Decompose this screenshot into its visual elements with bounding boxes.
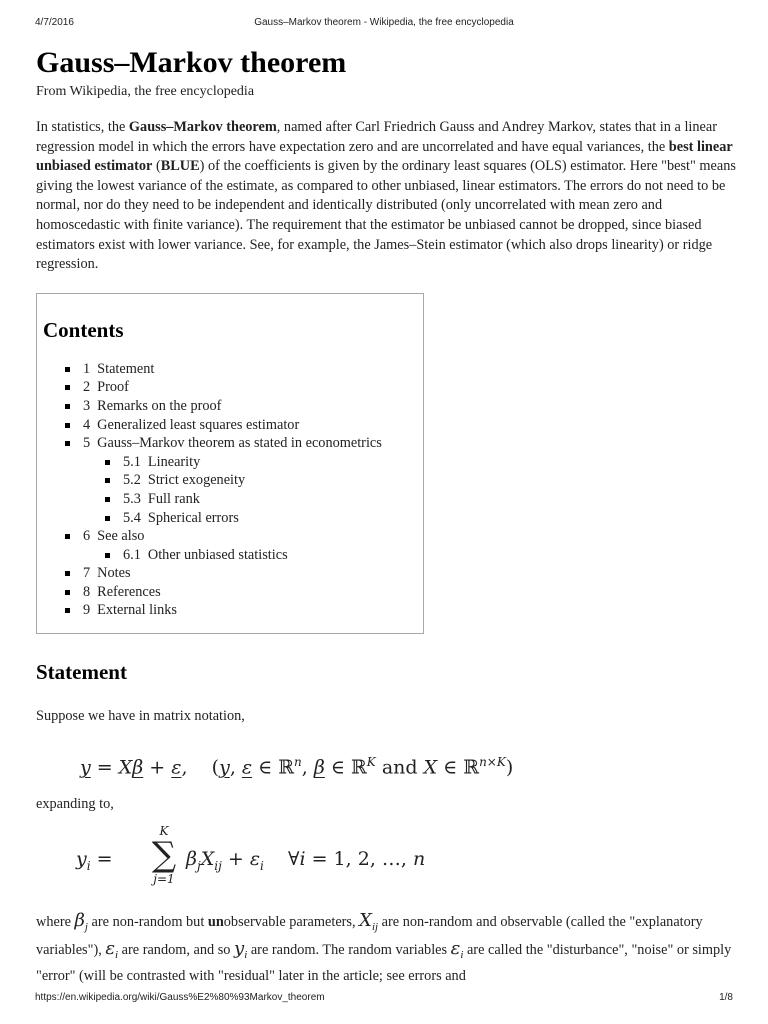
- article-content: [36, 44, 736, 987]
- toc-label: External links: [97, 602, 177, 619]
- sum-lower-limit: j=1: [153, 872, 175, 887]
- sum-upper-limit: K: [159, 824, 169, 839]
- toc-item-linearity[interactable]: [43, 453, 423, 472]
- toc-item-statement[interactable]: [43, 360, 423, 379]
- print-url: https://en.wikipedia.org/wiki/Gauss%E2%80%93Markov_theorem: [35, 992, 325, 1003]
- toc-number: 1: [83, 360, 91, 377]
- toc-number: 5.2: [123, 472, 141, 489]
- toc-label: See also: [97, 528, 145, 545]
- site-subtitle: From Wikipedia, the free encyclopedia: [36, 84, 255, 99]
- toc-label: Remarks on the proof: [97, 397, 222, 414]
- intro-text: (OLS) estimator. Here "best" means giving the lowest variance of the estimate, as compared to other unbiased, linear estimators. The errors do not need to be: [36, 158, 736, 194]
- toc-label: Strict exogeneity: [147, 472, 246, 489]
- equation-and-text: and: [381, 755, 418, 778]
- link-variances[interactable]: variances: [586, 138, 641, 155]
- toc-number: 5.4: [123, 509, 141, 526]
- print-date: 4/7/2016: [35, 17, 74, 28]
- term-gauss-markov: Gauss–Markov theorem: [128, 119, 277, 135]
- toc-item-strict-exogeneity[interactable]: [43, 471, 423, 490]
- print-header: [35, 17, 733, 31]
- emphasis-un: un: [207, 914, 224, 931]
- intro-text: , the: [640, 138, 669, 155]
- toc-list: [43, 360, 423, 620]
- toc-number: 4: [83, 416, 91, 433]
- print-page-title: Gauss–Markov theorem - Wikipedia, the free encyclopedia: [254, 17, 514, 28]
- intro-text: ) of the coefficients is given by the: [199, 158, 402, 175]
- section-heading-statement: Statement: [36, 660, 127, 685]
- intro-text: , named after: [276, 119, 356, 135]
- para-text: where: [36, 914, 75, 931]
- toc-item-proof[interactable]: [43, 378, 423, 397]
- page-title: Gauss–Markov theorem: [36, 46, 347, 79]
- statement-paragraph-1: Suppose we have in matrix notation,: [36, 708, 245, 725]
- print-page-number: 1/8: [719, 992, 733, 1003]
- toc-item-see-also[interactable]: [43, 527, 423, 546]
- intro-text: (which also drops linearity) or: [502, 236, 683, 253]
- toc-number: 6.1: [123, 546, 141, 563]
- toc-item-full-rank[interactable]: [43, 490, 423, 509]
- para-text: are non-random and observable (called the "explanatory variables"),: [36, 914, 703, 959]
- toc-label: Spherical errors: [147, 509, 239, 526]
- toc-number: 2: [83, 379, 91, 396]
- para-text: are non-random but: [87, 914, 208, 931]
- para-text: are random, and so: [118, 942, 235, 959]
- term-blue: best linear unbiased estimator: [36, 138, 733, 175]
- toc-number: 3: [83, 397, 91, 414]
- toc-item-gls[interactable]: [43, 416, 423, 435]
- link-normal[interactable]: normal: [36, 197, 77, 214]
- link-gauss[interactable]: Carl Friedrich Gauss: [355, 119, 475, 135]
- toc-item-other-unbiased[interactable]: [43, 546, 423, 565]
- print-footer: [35, 992, 733, 1006]
- toc-item-external-links[interactable]: [43, 601, 423, 620]
- term-blue-abbrev: BLUE: [160, 158, 200, 175]
- intro-text: , states that in a: [592, 119, 685, 135]
- intro-text: .: [94, 256, 99, 273]
- para-text: observable parameters,: [223, 914, 360, 931]
- toc-item-econometrics[interactable]: [43, 434, 423, 453]
- intro-text: in which the errors have expectation zero and are: [134, 138, 423, 155]
- toc-item-spherical-errors[interactable]: [43, 509, 423, 528]
- equation-rhs: $\beta_jX_{ij} + \varepsilon_i$ ∀i = 1, 2, …, n: [186, 848, 426, 874]
- link-markov[interactable]: Andrey Markov: [501, 119, 593, 135]
- intro-text: and have equal: [493, 138, 587, 155]
- para-text: are random. The random variables: [247, 942, 451, 959]
- toc-label: Proof: [97, 379, 129, 396]
- toc-label: Other unbiased statistics: [147, 546, 288, 563]
- toc-number: 9: [83, 602, 91, 619]
- toc-item-references[interactable]: [43, 583, 423, 602]
- toc-title: Contents: [43, 317, 124, 342]
- toc-item-notes[interactable]: [43, 564, 423, 583]
- equation-lhs: $y_i$ =: [76, 848, 113, 874]
- intro-text: , nor do they need to be: [76, 197, 215, 214]
- toc-number: 6: [83, 528, 91, 545]
- para-text: are called the "disturbance", "noise" or simply "error" (will be contrasted with "residual" later in the article; see: [36, 942, 732, 984]
- toc-label: Statement: [97, 360, 155, 377]
- toc-label: Full rank: [147, 490, 200, 507]
- toc-number: 5.1: [123, 453, 141, 470]
- table-of-contents: [36, 293, 424, 634]
- toc-number: 5.3: [123, 490, 141, 507]
- link-errors-and-residuals[interactable]: errors and: [408, 967, 466, 984]
- expanded-equation: [76, 824, 736, 900]
- link-ridge-regression[interactable]: ridge regression: [36, 236, 713, 273]
- toc-label: Generalized least squares estimator: [97, 416, 300, 433]
- intro-paragraph: [36, 118, 736, 275]
- link-uncorrelated[interactable]: uncorrelated: [422, 138, 494, 155]
- toc-item-remarks[interactable]: [43, 397, 423, 416]
- intro-text: In statistics, the: [36, 119, 129, 135]
- toc-number: 8: [83, 583, 91, 600]
- link-james-stein[interactable]: James–Stein estimator: [374, 236, 503, 253]
- toc-number: 7: [83, 565, 91, 582]
- link-ols[interactable]: ordinary least squares: [401, 158, 527, 175]
- statement-paragraph-3: where $\beta_j$ are non-random but unobservable parameters, $X_{ij}$ are non-random and observable (called the "explanatory variables"), $\varepsilon_i$ are random, and so $y_i$ are random. The random variables $\varepsilon_i$ are called the "disturbance", "noise" or simply "error" (will be contrasted with "residual" later in the article; see errors and: [36, 910, 732, 984]
- summation: [144, 824, 184, 886]
- matrix-equation: y = Xβ + ε, (y, ε ∈ ℝ$^n$, β ∈ ℝ$^K$ and X ∈ ℝ$^{n\times K}$): [80, 754, 514, 778]
- toc-label: References: [97, 583, 161, 600]
- intro-text: (: [152, 158, 161, 175]
- toc-label: Gauss–Markov theorem as stated in econometrics: [97, 435, 382, 452]
- toc-number: 5: [83, 435, 91, 452]
- intro-text: (only uncorrelated with mean zero and homoscedastic with finite variance). The requirement that the estimator be unbiased cannot be dropped, since biased estimators exist with lower variance. See, for example, the: [36, 197, 702, 253]
- toc-label: Notes: [97, 565, 131, 582]
- intro-text: and: [474, 119, 502, 135]
- link-iid[interactable]: independent and identically distributed: [214, 197, 438, 214]
- statement-paragraph-2: expanding to,: [36, 795, 114, 812]
- link-linear-regression[interactable]: linear regression model: [36, 119, 717, 155]
- sigma-symbol: ∑: [151, 835, 177, 876]
- toc-label: Linearity: [147, 453, 201, 470]
